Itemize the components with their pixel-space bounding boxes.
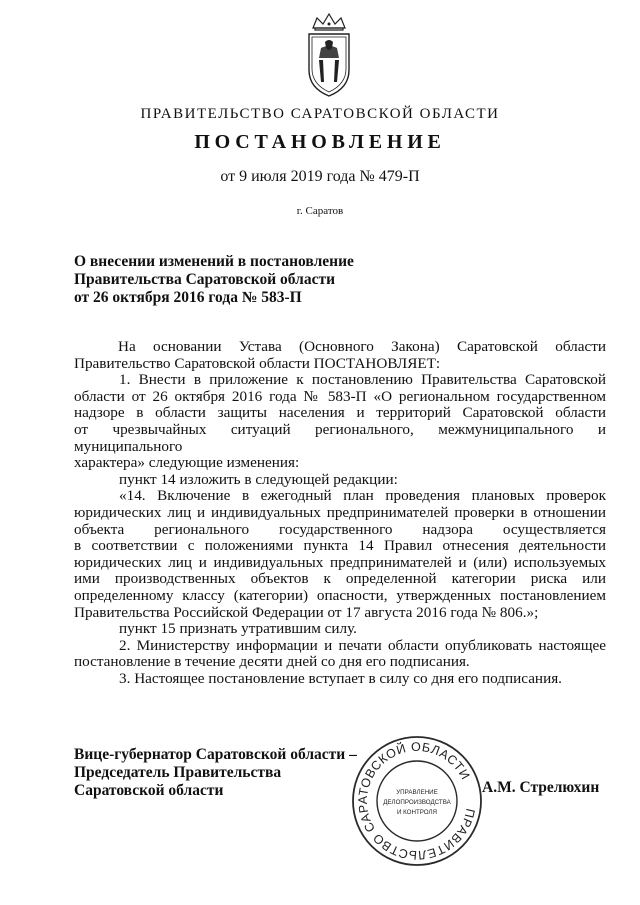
body-line: 2. Министерству информации и печати области опубликовать настоящее xyxy=(119,636,606,654)
body-line: ими производственных объектов к определенной категории риска или xyxy=(74,570,606,588)
body-line: надзоре в области защиты населения и территорий Саратовской области xyxy=(74,404,606,422)
subject-line: О внесении изменений в постановление xyxy=(74,253,354,270)
coat-of-arms-emblem xyxy=(299,8,359,98)
subject-line: от 26 октября 2016 года № 583-П xyxy=(74,289,302,306)
stamp-ring-text: ПРАВИТЕЛЬСТВО САРАТОВСКОЙ ОБЛАСТИ xyxy=(355,739,478,863)
body-line: в соответствии с положениями пункта 14 Правил отнесения деятельности xyxy=(74,537,606,555)
body-line: Правительство Саратовской области ПОСТАНОВЛЯЕТ: xyxy=(74,354,441,372)
body-line: пункт 15 признать утратившим силу. xyxy=(119,620,357,638)
signer-position-line: Председатель Правительства xyxy=(74,764,282,781)
body-line: постановление в течение десяти дней со дня его подписания. xyxy=(74,653,470,671)
body-line: характера» следующие изменения: xyxy=(74,454,300,472)
document-date-number: от 9 июля 2019 года № 479-П xyxy=(220,168,420,185)
signer-position-line: Вице-губернатор Саратовской области – xyxy=(74,746,357,763)
body-line: пункт 14 изложить в следующей редакции: xyxy=(119,470,398,488)
stamp-center-line: ДЕЛОПРОИЗВОДСТВА xyxy=(383,799,451,806)
body-line: 3. Настоящее постановление вступает в силу со дня его подписания. xyxy=(119,669,562,687)
document-city: г. Саратов xyxy=(296,205,344,217)
document-type-title: ПОСТАНОВЛЕНИЕ xyxy=(194,131,446,153)
stamp-center-line: И КОНТРОЛЯ xyxy=(396,809,438,816)
body-line: 1. Внести в приложение к постановлению Правительства Саратовской xyxy=(119,371,606,389)
signer-name: А.М. Стрелюхин xyxy=(482,779,600,796)
body-line: «14. Включение в ежегодный план проведения плановых проверок xyxy=(119,487,606,505)
body-line: На основании Устава (Основного Закона) Саратовской области xyxy=(118,338,606,355)
government-name: ПРАВИТЕЛЬСТВО САРАТОВСКОЙ ОБЛАСТИ xyxy=(140,106,500,122)
body-line: от чрезвычайных ситуаций регионального, межмуниципального и муниципального xyxy=(74,420,606,455)
subject-line: Правительства Саратовской области xyxy=(74,271,335,288)
body-line: Правительства Российской Федерации от 17 августа 2016 года № 806.»; xyxy=(74,603,539,621)
document-subject xyxy=(74,253,474,307)
document-body xyxy=(74,339,606,687)
body-line: объекта регионального государственного надзора осуществляется xyxy=(74,520,606,538)
signer-position xyxy=(74,746,357,800)
body-line: юридических лиц и индивидуальных предпринимателей проверки в отношении xyxy=(74,503,606,521)
body-line: области от 26 октября 2016 года № 583-П «О региональном государственном xyxy=(74,387,606,405)
official-stamp xyxy=(350,734,484,868)
body-line: юридических лиц и индивидуальных предпринимателей и (или) используемых xyxy=(74,553,606,571)
signer-position-line: Саратовской области xyxy=(74,782,224,799)
body-line: определенному классу (категории) опасности, утвержденных постановлением xyxy=(74,586,606,604)
stamp-center-line: УПРАВЛЕНИЕ xyxy=(396,789,438,796)
